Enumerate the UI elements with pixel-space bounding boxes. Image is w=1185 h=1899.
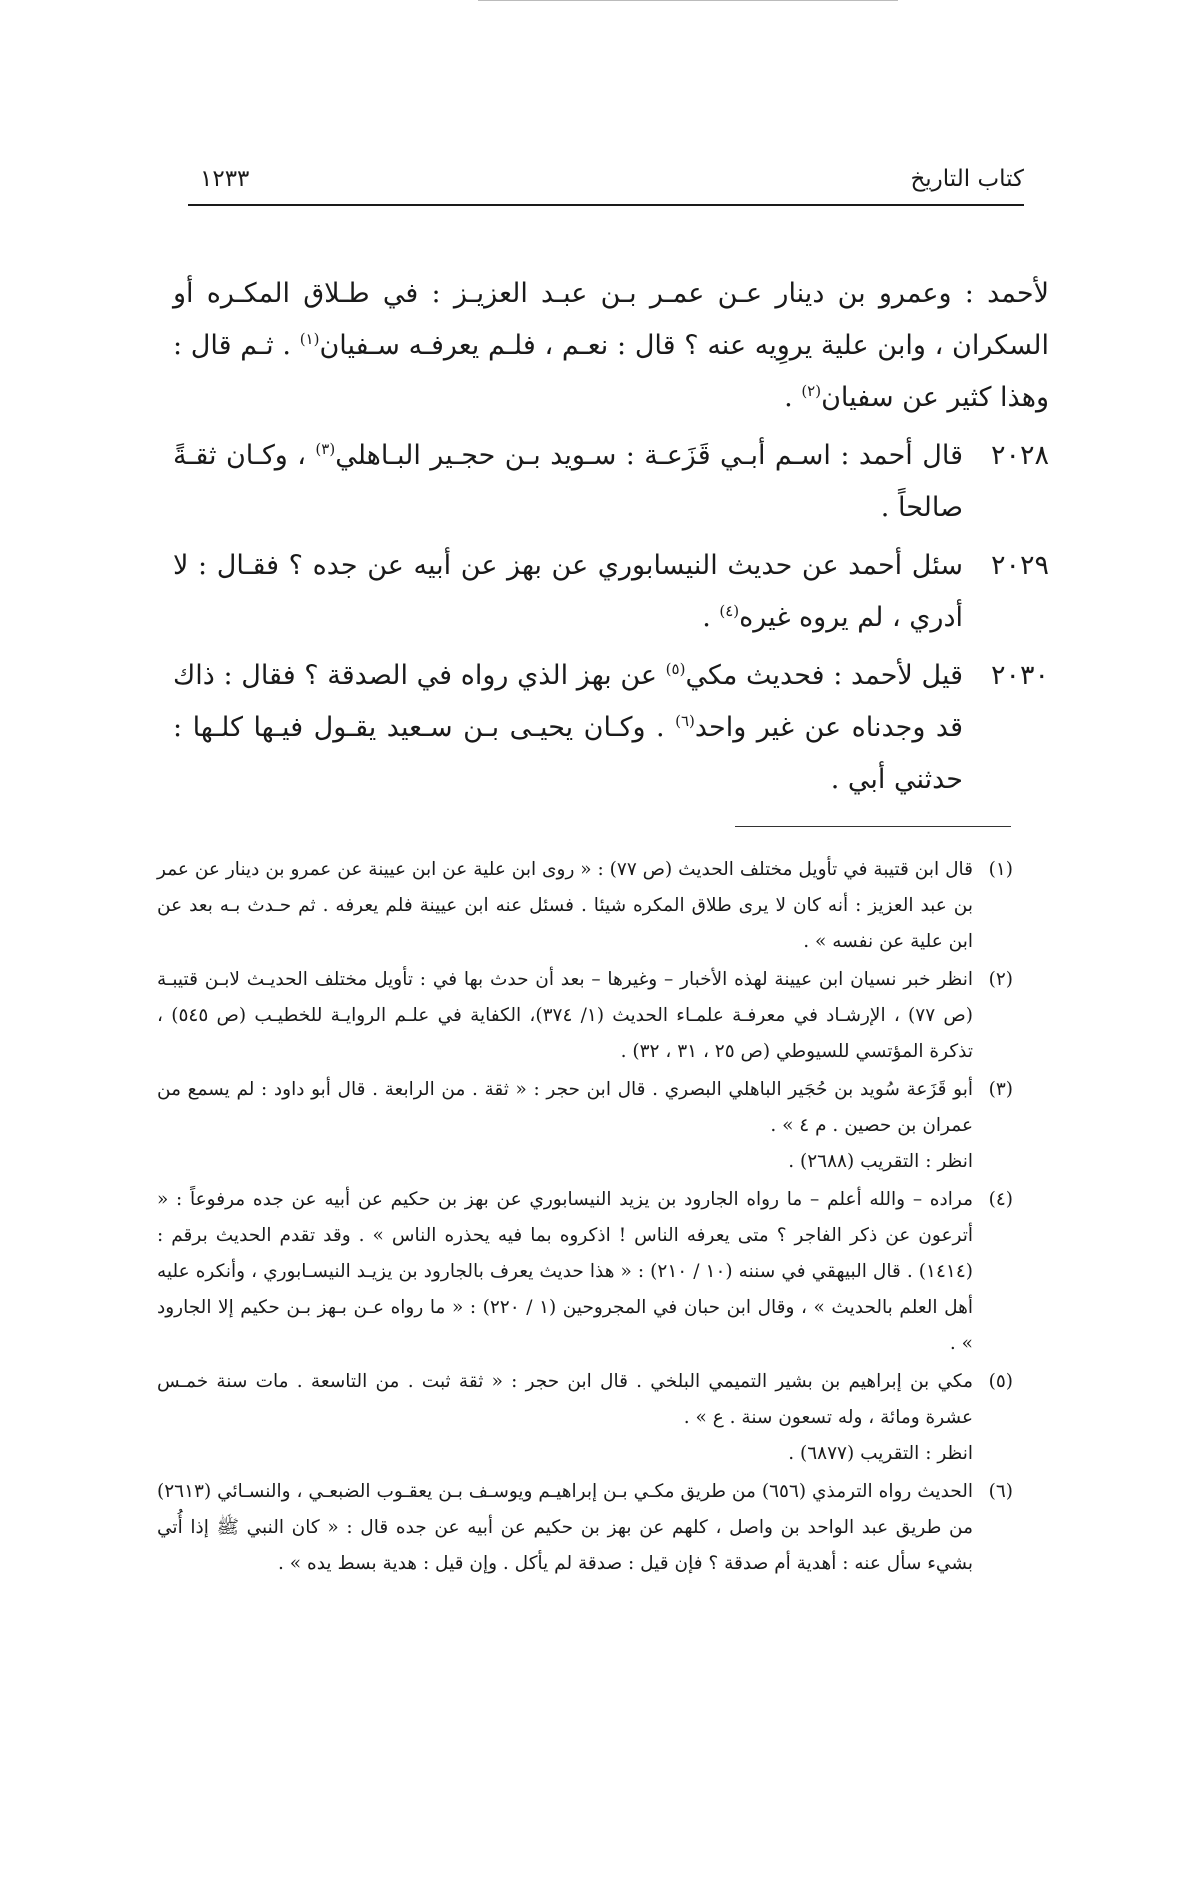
header-rule: [188, 204, 1024, 206]
footnote-ref: (٦): [675, 712, 695, 730]
footnote-ref: (٤): [719, 602, 740, 620]
footnote-5: (٥) مكي بن إبراهيم بن بشير التميمي البلخي . قال ابن حجر : « ثقة ثبت . من التاسعة . مات سنة خمـس عشرة ومائة ، وله تسعون سنة . ع » . انظر : التقريب (٦٨٧٧) .: [157, 1364, 1013, 1472]
footnote-3: (٣) أبو قَزَعة سُويد بن حُجَير الباهلي البصري . قال ابن حجر : « ثقة . من الرابعة . قال أبو داود : لم يسمع من عمران بن حصين . م ٤ » . انظر : التقريب (٢٦٨٨) .: [157, 1072, 1013, 1180]
footnote-number: (٣): [988, 1079, 1013, 1100]
footnote-separator: [735, 826, 1011, 827]
footnote-6: (٦) الحديث رواه الترمذي (٦٥٦) من طريق مكـي بـن إبراهيـم ويوسـف بـن يعقـوب الضبعـي ، والنسـائي (٢٦١٣) من طريق عبد الواحد بن واصل ، كلهم عن بهز بن حكيم عن أبيه عن جده قال : « كان النبي ﷺ إذا أُتي بشيء سأل عنه : أهدية أم صدقة ؟ فإن قيل : صدقة لم يأكل . وإن قيل : هدية بسط يده » .: [157, 1474, 1013, 1582]
footnote-ref: (٢): [801, 382, 822, 400]
running-header: [188, 166, 1024, 204]
footnote-number: (٢): [988, 969, 1013, 990]
page-number: ١٢٣٣: [200, 166, 250, 192]
footnote-number: (٤): [988, 1189, 1013, 1210]
footnote-1: (١) قال ابن قتيبة في تأويل مختلف الحديث (ص ٧٧) : « روى ابن علية عن ابن عيينة عن عمرو بن دينار عن عمر بن عبد العزيز : أنه كان لا يرى طلاق المكره شيئا . فسئل عنه ابن عيينة فلم يعرفه . ثم حـدث بـه بعد عن ابن علية عن نفسه » .: [157, 852, 1013, 960]
entry-number: ٢٠٢٨: [990, 440, 1049, 471]
footnote-number: (٦): [988, 1481, 1013, 1502]
entry-number: ٢٠٣٠: [990, 660, 1049, 691]
entry-2030: ٢٠٣٠ قيل لأحمد : فحديث مكي$^{(٥)}$ عن بهز الذي رواه في الصدقة ؟ فقال : ذاك قد وجدناه عن غير واحد$^{(٦)}$ . وكـان يحيـى بـن سـعيد يقـول فيـها كلـها : حدثني أبي .: [173, 650, 1049, 806]
main-text: [173, 268, 1049, 812]
entry-2029: ٢٠٢٩ سئل أحمد عن حديث النيسابوري عن بهز عن أبيه عن جده ؟ فقـال : لا أدري ، لم يروه غيره$^{(٤)}$ .: [173, 540, 1049, 644]
entry-number: ٢٠٢٩: [990, 550, 1049, 581]
footnote-number: (١): [988, 859, 1013, 880]
footnote-reference-line: انظر : التقريب (٢٦٨٨) .: [788, 1151, 973, 1172]
footnote-2: (٢) انظر خبر نسيان ابن عيينة لهذه الأخبار – وغيرها – بعد أن حدث بها في : تأويل مختلف الحديـث لابـن قتيبـة (ص ٧٧) ، الإرشـاد في معرفـة علمـاء الحديث (١/ ٣٧٤)، الكفاية في علـم الروايـة للخطيـب (ص ٥٤٥) ، تذكرة المؤتسي للسيوطي (ص ٢٥ ، ٣١ ، ٣٢) .: [157, 962, 1013, 1070]
scan-edge-line: [478, 0, 898, 1]
entry-2028: ٢٠٢٨ قال أحمد : اسـم أبـي قَزَعـة : سـويد بـن حجـير البـاهلي$^{(٣)}$ ، وكـان ثقـةً صالحاً .: [173, 430, 1049, 534]
footnote-4: (٤) مراده – والله أعلم – ما رواه الجارود بن يزيد النيسابوري عن بهز بن حكيم عن أبيه عن جده مرفوعاً : « أترعون عن ذكر الفاجر ؟ متى يعرفه الناس ! اذكروه بما فيه يحذره الناس » . وقد تقدم الحديث برقم : (١٤١٤) . قال البيهقي في سننه (١٠ / ٢١٠) : « هذا حديث يعرف بالجارود بن يزيـد النيسـابوري ، وأنكره عليه أهل العلم بالحديث » ، وقال ابن حبان في المجروحين (١ / ٢٢٠) : « ما رواه عـن بـهز بـن حكيم إلا الجارود » .: [157, 1182, 1013, 1362]
book-title: كتاب التاريخ: [910, 166, 1024, 192]
footnote-ref: (٣): [315, 440, 336, 458]
footnote-number: (٥): [988, 1371, 1013, 1392]
footnote-reference-line: انظر : التقريب (٦٨٧٧) .: [788, 1443, 973, 1464]
footnote-ref: (٥): [665, 660, 686, 678]
footnotes: [157, 852, 1013, 1584]
continued-paragraph: لأحمد : وعمرو بن دينار عـن عمـر بـن عبـد العزيـز : في طـلاق المكـره أو السكران ، وابن علية يروِيه عنه ؟ قال : نعـم ، فلـم يعرفـه سـفيان$^{(١)}$ . ثـم قال : وهذا كثير عن سفيان$^{(٢)}$ .: [173, 278, 1050, 413]
footnote-ref: (١): [299, 330, 320, 348]
